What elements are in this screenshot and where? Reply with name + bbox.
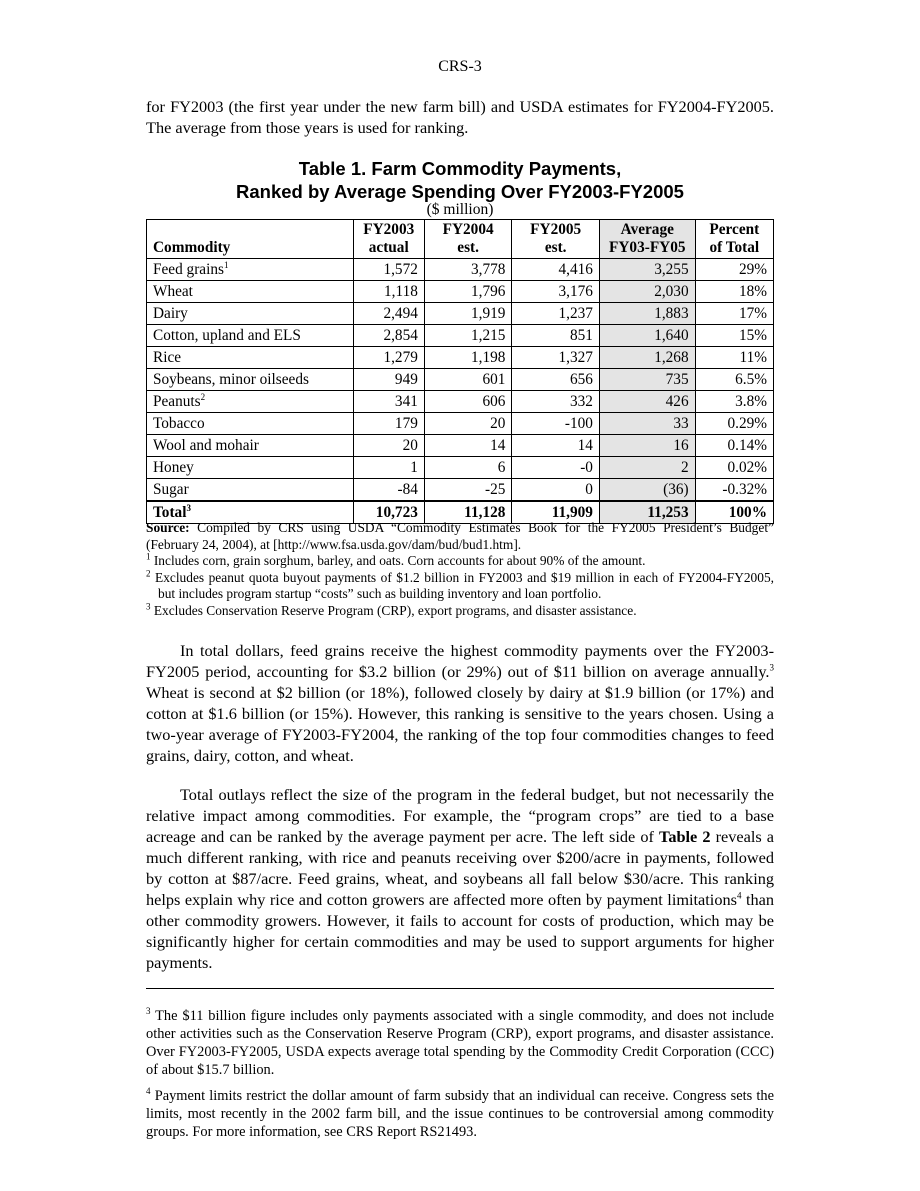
cell-fy2004: 6 xyxy=(424,457,512,479)
col-header-fy2004: FY2004 est. xyxy=(424,220,512,259)
table-units: ($ million) xyxy=(426,201,494,218)
cell-commodity: Cotton, upland and ELS xyxy=(147,325,354,347)
cell-fy2005: 3,176 xyxy=(512,281,600,303)
table-row xyxy=(147,457,774,479)
cell-percent: 0.14% xyxy=(695,435,773,457)
table-title-line2: Ranked by Average Spending Over FY2003-FY2005 xyxy=(236,181,684,202)
cell-percent: 0.29% xyxy=(695,413,773,435)
cell-fy2004: 14 xyxy=(424,435,512,457)
footnote-4: $^4$ Payment limits restrict the dollar amount of farm subsidy that an individual can receive. Congress sets the limits, most recently in the 2002 farm bill, and the issue continues to be controversial among commodity groups. For more information, see CRS Report RS21493. xyxy=(146,1086,774,1140)
cell-average: (36) xyxy=(599,479,695,502)
table-note-1: $^1$ Includes corn, grain sorghum, barley, and oats. Corn accounts for about 90% of the amount. xyxy=(146,551,646,568)
cell-fy2003: 2,854 xyxy=(353,325,424,347)
footnote-divider xyxy=(146,988,774,989)
cell-fy2004: 20 xyxy=(424,413,512,435)
body-paragraph-2: Total outlays reflect the size of the program in the federal budget, but not necessarily the relative impact among commodities. For example, the “program crops” are tied to a base acreage and can be ranked by the average payment per acre. The left side of Table 2 reveals a much different ranking, with rice and peanuts receiving over $200/acre in payments, followed by cotton at $87/acre. Feed grains, wheat, and soybeans all fall below $30/acre. This ranking helps explain why rice and cotton growers are affected more often by payment limitations$^4$ than other commodity growers. However, it fails to account for costs of production, which may be significantly higher for certain commodities and may be used to support arguments for higher payments. xyxy=(146,785,774,972)
cell-average: 1,640 xyxy=(599,325,695,347)
commodity-payments-table xyxy=(146,219,774,524)
table-title xyxy=(146,157,774,203)
cell-fy2003: 1,118 xyxy=(353,281,424,303)
table-row xyxy=(147,325,774,347)
cell-percent: 3.8% xyxy=(695,391,773,413)
cell-fy2004: 3,778 xyxy=(424,259,512,281)
cell-fy2003: 341 xyxy=(353,391,424,413)
cell-fy2005: 1,327 xyxy=(512,347,600,369)
page-number-header: CRS-3 xyxy=(438,58,482,75)
cell-average: 11,253 xyxy=(599,501,695,524)
cell-commodity: Wheat xyxy=(147,281,354,303)
cell-fy2003: 10,723 xyxy=(353,501,424,524)
cell-fy2003: 1,279 xyxy=(353,347,424,369)
table-title-line1: Table 1. Farm Commodity Payments, xyxy=(298,158,622,179)
cell-percent: -0.32% xyxy=(695,479,773,502)
cell-fy2004: 1,919 xyxy=(424,303,512,325)
cell-fy2003: 20 xyxy=(353,435,424,457)
table-row xyxy=(147,303,774,325)
col-header-average: Average FY03-FY05 xyxy=(599,220,695,259)
col-header-commodity: Commodity xyxy=(147,220,354,259)
cell-fy2003: 179 xyxy=(353,413,424,435)
cell-average: 426 xyxy=(599,391,695,413)
table-header-row xyxy=(147,220,774,259)
cell-percent: 11% xyxy=(695,347,773,369)
cell-fy2003: 2,494 xyxy=(353,303,424,325)
footnotes xyxy=(146,1007,774,1149)
cell-fy2004: 601 xyxy=(424,369,512,391)
cell-commodity: Soybeans, minor oilseeds xyxy=(147,369,354,391)
table-source-note: Source: Compiled by CRS using USDA “Commodity Estimates Book for the FY2005 President’s Budget” (February 24, 2004), at [http://www.fsa.usda.gov/dam/bud/bud1.htm]. xyxy=(146,520,774,552)
col-header-percent: Percent of Total xyxy=(695,220,773,259)
cell-fy2005: 332 xyxy=(512,391,600,413)
cell-fy2003: 1,572 xyxy=(353,259,424,281)
table-note-3: $^3$ Excludes Conservation Reserve Program (CRP), export programs, and disaster assistance. xyxy=(146,601,637,618)
intro-paragraph: for FY2003 (the first year under the new farm bill) and USDA estimates for FY2004-FY2005. The average from those years is used for ranking. xyxy=(146,97,774,137)
col-header-fy2005: FY2005 est. xyxy=(512,220,600,259)
cell-fy2005: 11,909 xyxy=(512,501,600,524)
cell-percent: 100% xyxy=(695,501,773,524)
table-row xyxy=(147,435,774,457)
cell-commodity: Total$^3$ xyxy=(147,501,354,524)
cell-percent: 17% xyxy=(695,303,773,325)
cell-fy2004: 1,796 xyxy=(424,281,512,303)
cell-percent: 29% xyxy=(695,259,773,281)
footnote-3: $^3$ The $11 billion figure includes only payments associated with a single commodity, and does not include other activities such as the Conservation Reserve Program (CRP), export programs, and disaster assistance. Over FY2003-FY2005, USDA expects average total spending by the Commodity Credit Corporation (CCC) of about $15.7 billion. xyxy=(146,1006,774,1078)
cell-percent: 18% xyxy=(695,281,773,303)
table-row xyxy=(147,281,774,303)
cell-fy2003: 949 xyxy=(353,369,424,391)
cell-fy2004: 606 xyxy=(424,391,512,413)
cell-fy2005: -100 xyxy=(512,413,600,435)
cell-fy2005: 14 xyxy=(512,435,600,457)
table-row xyxy=(147,259,774,281)
cell-average: 1,268 xyxy=(599,347,695,369)
cell-fy2004: 11,128 xyxy=(424,501,512,524)
cell-commodity: Wool and mohair xyxy=(147,435,354,457)
table-row xyxy=(147,479,774,502)
table-row xyxy=(147,413,774,435)
cell-commodity: Sugar xyxy=(147,479,354,502)
cell-average: 3,255 xyxy=(599,259,695,281)
cell-fy2005: 851 xyxy=(512,325,600,347)
cell-fy2003: -84 xyxy=(353,479,424,502)
cell-percent: 15% xyxy=(695,325,773,347)
cell-average: 2 xyxy=(599,457,695,479)
cell-commodity: Peanuts$^2$ xyxy=(147,391,354,413)
cell-percent: 6.5% xyxy=(695,369,773,391)
cell-fy2005: 4,416 xyxy=(512,259,600,281)
cell-commodity: Tobacco xyxy=(147,413,354,435)
cell-fy2004: 1,198 xyxy=(424,347,512,369)
cell-average: 1,883 xyxy=(599,303,695,325)
cell-fy2004: 1,215 xyxy=(424,325,512,347)
table-row xyxy=(147,347,774,369)
cell-percent: 0.02% xyxy=(695,457,773,479)
body-paragraph-1: In total dollars, feed grains receive the highest commodity payments over the FY2003-FY2005 period, accounting for $3.2 billion (or 29%) out of $11 billion on average annually.$^3$ Wheat is second at $2 billion (or 18%), followed closely by dairy at $1.9 billion (or 17%) and cotton at $1.6 billion (or 15%). However, this ranking is sensitive to the years chosen. Using a two-year average of FY2003-FY2004, the ranking of the top four commodities changes to feed grains, dairy, cotton, and wheat. xyxy=(146,641,774,765)
cell-average: 735 xyxy=(599,369,695,391)
cell-average: 16 xyxy=(599,435,695,457)
table-row xyxy=(147,369,774,391)
cell-average: 33 xyxy=(599,413,695,435)
cell-fy2005: 1,237 xyxy=(512,303,600,325)
cell-commodity: Rice xyxy=(147,347,354,369)
cell-fy2005: -0 xyxy=(512,457,600,479)
cell-fy2005: 0 xyxy=(512,479,600,502)
cell-fy2004: -25 xyxy=(424,479,512,502)
cell-commodity: Dairy xyxy=(147,303,354,325)
cell-average: 2,030 xyxy=(599,281,695,303)
cell-commodity: Honey xyxy=(147,457,354,479)
cell-commodity: Feed grains$^1$ xyxy=(147,259,354,281)
cell-fy2005: 656 xyxy=(512,369,600,391)
table-notes xyxy=(146,520,774,619)
table-row xyxy=(147,391,774,413)
table-note-2: $^2$ Excludes peanut quota buyout payments of $1.2 billion in FY2003 and $19 million in each of FY2004-FY2005, but includes program startup “costs” such as building inventory and loan portfolio. xyxy=(146,568,774,601)
col-header-fy2003: FY2003 actual xyxy=(353,220,424,259)
cell-fy2003: 1 xyxy=(353,457,424,479)
